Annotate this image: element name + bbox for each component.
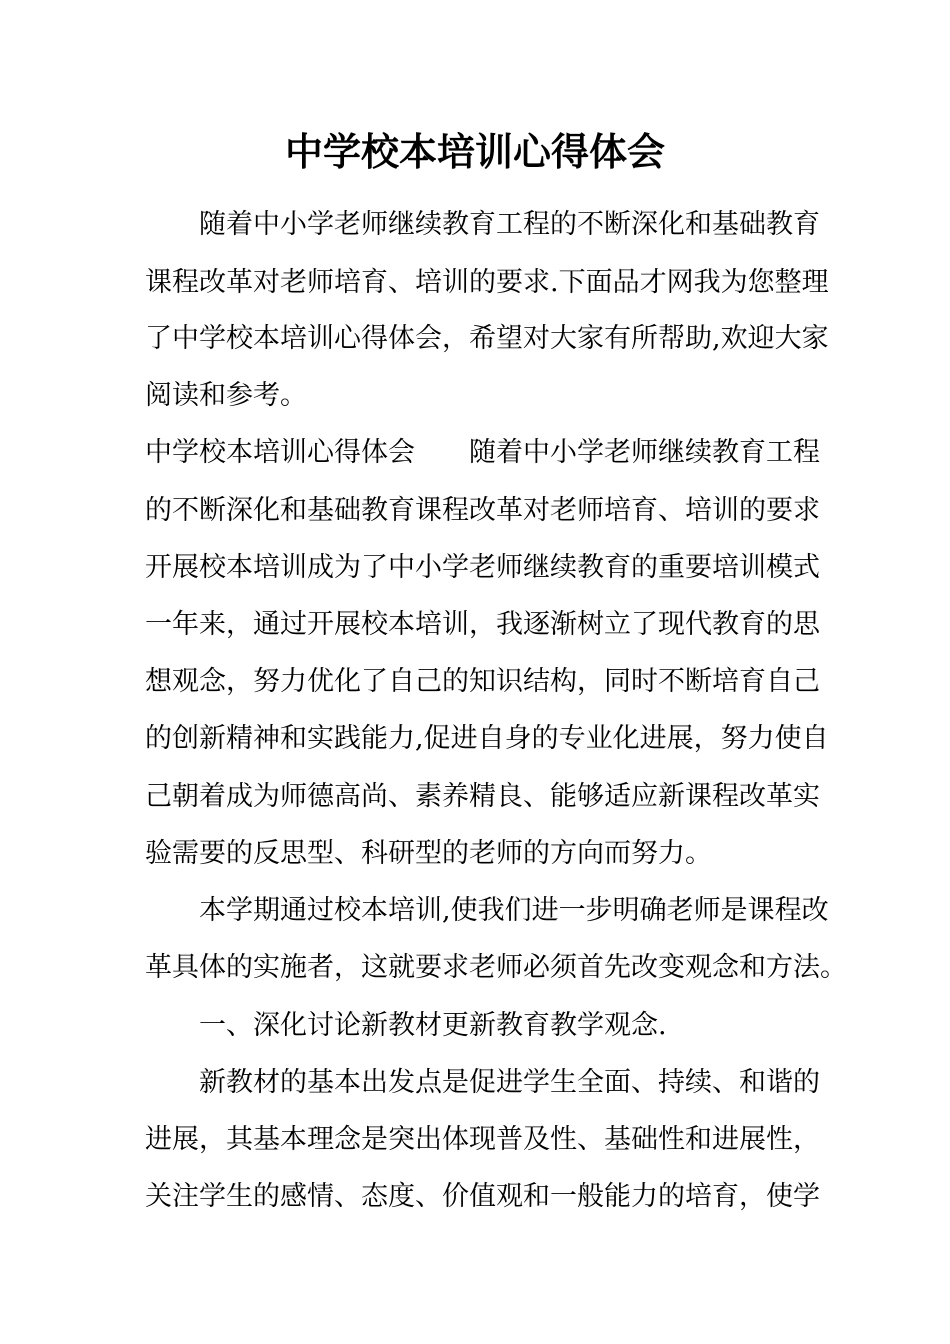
body-line: 本学期通过校本培训,使我们进一步明确老师是课程改: [145, 895, 829, 926]
body-line: 验需要的反思型、科研型的老师的方向而努力。: [145, 838, 712, 869]
body-line: 了中学校本培训心得体会，希望对大家有所帮助,欢迎大家: [145, 323, 829, 354]
body-line: 一年来，通过开展校本培训，我逐渐树立了现代教育的思: [145, 609, 820, 640]
body-line: 新教材的基本出发点是促进学生全面、持续、和谐的: [145, 1067, 820, 1098]
section-heading: 一、深化讨论新教材更新教育教学观念.: [145, 1010, 667, 1041]
body-line: 革具体的实施者，这就要求老师必须首先改变观念和方法。: [145, 952, 847, 983]
body-line: 想观念，努力优化了自己的知识结构，同时不断培育自己: [145, 666, 820, 697]
body-line: 开展校本培训成为了中小学老师继续教育的重要培训模式: [145, 552, 820, 583]
body-line: 随着中小学老师继续教育工程的不断深化和基础教育: [145, 209, 820, 240]
body-line: 课程改革对老师培育、培训的要求.下面品才网我为您整理: [145, 267, 829, 298]
body-line: 己朝着成为师德高尚、素养精良、能够适应新课程改革实: [145, 781, 820, 812]
body-line: 阅读和参考。: [145, 380, 307, 411]
body-line: 的不断深化和基础教育课程改革对老师培育、培训的要求: [145, 495, 820, 526]
body-line: 中学校本培训心得体会 随着中小学老师继续教育工程: [145, 437, 820, 468]
body-line: 的创新精神和实践能力,促进自身的专业化进展，努力使自: [145, 723, 829, 754]
body-line: 进展，其基本理念是突出体现普及性、基础性和进展性，: [145, 1124, 820, 1155]
body-line: 关注学生的感情、态度、价值观和一般能力的培育，使学: [145, 1181, 820, 1212]
document-title: 中学校本培训心得体会: [284, 129, 665, 174]
